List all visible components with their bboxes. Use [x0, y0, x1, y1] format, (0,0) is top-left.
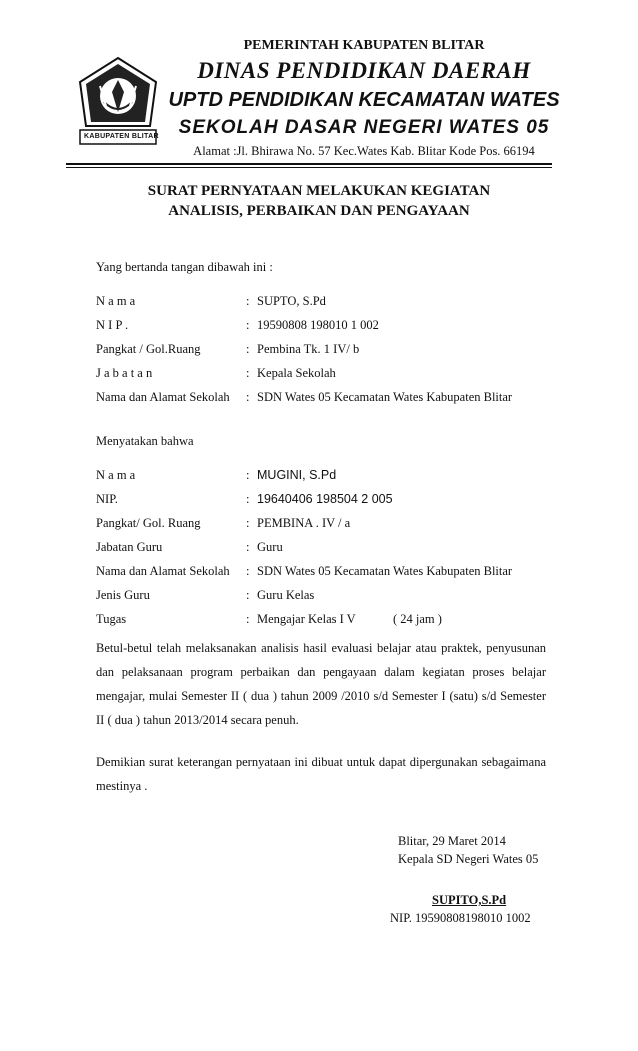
signer-label-position: J a b a t a n [96, 366, 153, 380]
colon: : [246, 342, 250, 356]
colon: : [246, 564, 250, 578]
teacher-label-school: Nama dan Alamat Sekolah [96, 564, 230, 578]
header-department: DINAS PENDIDIKAN DAERAH [197, 58, 531, 83]
signer-value-rank: Pembina Tk. 1 IV/ b [257, 342, 360, 356]
colon: : [246, 468, 250, 482]
teacher-value-school: SDN Wates 05 Kecamatan Wates Kabupaten Blitar [257, 564, 513, 578]
letterhead-rule-thick [66, 163, 552, 165]
header-address: Alamat :Jl. Bhirawa No. 57 Kec.Wates Kab. Blitar Kode Pos. 66194 [193, 144, 535, 158]
colon: : [246, 612, 250, 626]
letterhead-rule-thin [66, 167, 552, 168]
teacher-label-rank: Pangkat/ Gol. Ruang [96, 516, 201, 530]
teacher-value-position: Guru [257, 540, 283, 554]
colon: : [246, 492, 250, 506]
colon: : [246, 366, 250, 380]
header-government: PEMERINTAH KABUPATEN BLITAR [243, 38, 485, 53]
teacher-label-nip: NIP. [96, 492, 118, 506]
teacher-value-task: Mengajar Kelas I V ( 24 jam ) [257, 612, 442, 626]
colon: : [246, 540, 250, 554]
teacher-label-type: Jenis Guru [96, 588, 150, 602]
colon: : [246, 390, 250, 404]
signature-nip: NIP. 19590808198010 1002 [390, 911, 531, 925]
signature-position: Kepala SD Negeri Wates 05 [398, 852, 539, 866]
paragraph-activity: Betul-betul telah melaksanakan analisis hasil evaluasi belajar atau praktek, penyusunan dan pelaksanaan program perbaikan dan pengayaan dalam kegiatan proses belajar mengajar, mulai Semester II ( dua ) tahun 2009 /2010 s/d Semester I (satu) s/d Semester II ( dua ) tahun 2013/2014 secara penuh. [96, 641, 546, 727]
signer-value-position: Kepala Sekolah [257, 366, 336, 380]
teacher-label-name: N a m a [96, 468, 136, 482]
teacher-value-name: MUGINI, S.Pd [257, 468, 337, 482]
signature-name: SUPITO,S.Pd [432, 893, 507, 907]
colon: : [246, 516, 250, 530]
signer-label-school: Nama dan Alamat Sekolah [96, 390, 230, 404]
teacher-label-task: Tugas [96, 612, 127, 626]
paragraph-closing: Demikian surat keterangan pernyataan ini dibuat untuk dapat dipergunakan sebagaimana mestinya . [96, 755, 546, 793]
signer-label-nip: N I P . [96, 318, 129, 332]
document-title-line2: ANALISIS, PERBAIKAN DAN PENGAYAAN [168, 203, 470, 219]
teacher-value-rank: PEMBINA . IV / a [257, 516, 351, 530]
signer-value-nip: 19590808 198010 1 002 [257, 318, 379, 332]
signer-value-name: SUPTO, S.Pd [257, 294, 326, 308]
intro-text: Yang bertanda tangan dibawah ini : [96, 260, 273, 274]
header-uptd: UPTD PENDIDIKAN KECAMATAN WATES [168, 89, 560, 111]
header-school: SEKOLAH DASAR NEGERI WATES 05 [178, 117, 550, 138]
statement-text: Menyatakan bahwa [96, 434, 194, 448]
document-title-line1: SURAT PERNYATAAN MELAKUKAN KEGIATAN [147, 183, 491, 199]
logo-label: KABUPATEN BLITAR [84, 133, 159, 140]
signer-label-name: N a m a [96, 294, 136, 308]
signer-label-rank: Pangkat / Gol.Ruang [96, 342, 201, 356]
teacher-label-position: Jabatan Guru [96, 540, 163, 554]
teacher-value-type: Guru Kelas [257, 588, 315, 602]
colon: : [246, 294, 250, 308]
colon: : [246, 588, 250, 602]
colon: : [246, 318, 250, 332]
teacher-value-nip: 19640406 198504 2 005 [257, 492, 393, 506]
signature-place-date: Blitar, 29 Maret 2014 [398, 834, 506, 848]
signer-value-school: SDN Wates 05 Kecamatan Wates Kabupaten Blitar [257, 390, 513, 404]
